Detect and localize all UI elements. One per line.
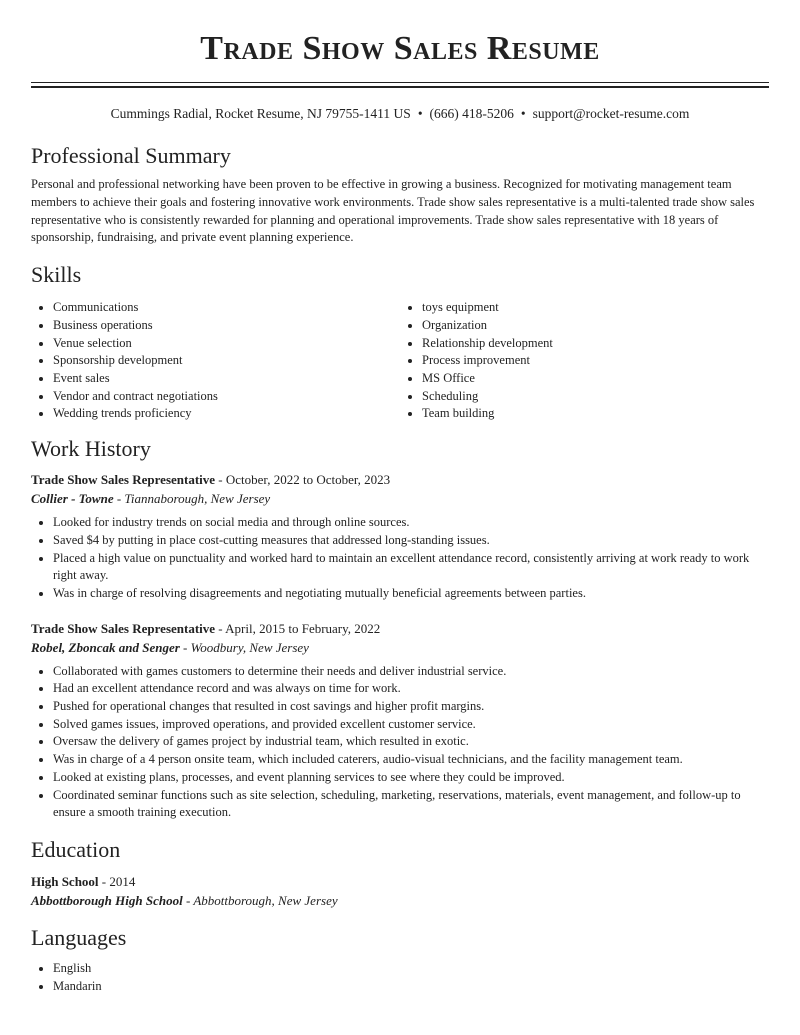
summary-text: Personal and professional networking have been proven to be effective in growing a business. Recognized for motivating management team members to achieve their goals and fostering innovative work environments. Trade show sales representative is a multi-talented trade show sales representative who is consistently rewarded for planning and operational improvements. Trade show sales representative with 18 years of sponsorship, fundraising, and private event planning experience. (31, 177, 755, 245)
job-bullet: • Solved games issues, improved operations, and provided excellent customer service. (53, 716, 769, 734)
language-item: • Mandarin (53, 978, 769, 996)
job-bullet: • Looked for industry trends on social media and through online sources. (53, 514, 769, 532)
job-bullet: • Had an excellent attendance record and was always on time for work. (53, 680, 769, 698)
contact-address: Cummings Radial, Rocket Resume, NJ 79755-1411 US (110, 106, 411, 121)
contact-separator: • (417, 106, 423, 121)
skill-item: • Process improvement (422, 352, 769, 370)
languages-list (31, 960, 769, 995)
skill-item: • Event sales (53, 370, 400, 388)
job-bullet: • Saved $4 by putting in place cost-cutting measures that addressed long-standing issues. (53, 532, 769, 550)
job-title-line (31, 470, 769, 489)
job-bullet: • Collaborated with games customers to determine their needs and deliver industrial service. (53, 663, 769, 681)
resume-content (31, 140, 769, 995)
job-dates: - October, 2022 to October, 2023 (215, 472, 391, 488)
work-history-heading: Work History (31, 436, 151, 462)
job-bullet: • Coordinated seminar functions such as site selection, scheduling, marketing, reservations, materials, event management, and follow-up to ensure a smooth training execution. (53, 787, 769, 822)
contact-email: support@rocket-resume.com (532, 106, 690, 121)
education-year: - 2014 (98, 873, 136, 889)
job-dates: - April, 2015 to February, 2022 (215, 620, 381, 636)
job-company-line (31, 489, 769, 508)
skill-item: • Venue selection (53, 335, 400, 353)
skill-item: • Business operations (53, 317, 400, 335)
education-degree: High School (31, 873, 99, 889)
skills-columns (31, 299, 769, 423)
job-bullets (31, 514, 769, 603)
title-divider-thin (31, 82, 769, 83)
job-company-line (31, 638, 769, 657)
skill-item: • Communications (53, 299, 400, 317)
skill-item: • Wedding trends proficiency (53, 405, 400, 423)
language-item: • English (53, 960, 769, 978)
contact-separator: • (520, 106, 526, 121)
skill-item: • Organization (422, 317, 769, 335)
skill-item: • toys equipment (422, 299, 769, 317)
summary-heading: Professional Summary (31, 143, 231, 168)
skills-left-list (31, 299, 400, 423)
job-bullet: • Was in charge of resolving disagreements and negotiating mutually beneficial agreements between parties. (53, 585, 769, 603)
job-bullets (31, 663, 769, 822)
skills-section (31, 259, 769, 423)
job-bullet: • Placed a high value on punctuality and worked hard to maintain an excellent attendance record, consistently arriving at work ready to work right away. (53, 550, 769, 585)
contact-line (0, 104, 800, 124)
job-bullet: • Pushed for operational changes that resulted in cost savings and higher profit margins. (53, 698, 769, 716)
job-title: Trade Show Sales Representative (31, 472, 216, 488)
work-history-section (31, 433, 769, 822)
job-location: - Woodbury, New Jersey (179, 639, 309, 655)
education-section (31, 834, 769, 910)
skill-item: • Scheduling (422, 388, 769, 406)
job-location: - Tiannaborough, New Jersey (113, 491, 271, 507)
education-entry (31, 872, 769, 910)
education-degree-line (31, 872, 769, 891)
job-company: Robel, Zboncak and Senger (31, 639, 180, 655)
skill-item: • Vendor and contract negotiations (53, 388, 400, 406)
education-location: - Abbottborough, New Jersey (182, 892, 338, 908)
skill-item: • Sponsorship development (53, 352, 400, 370)
languages-section (31, 922, 769, 995)
contact-phone: (666) 418-5206 (429, 106, 514, 121)
job-bullet: • Looked at existing plans, processes, and event planning services to see where they could be improved. (53, 769, 769, 787)
job-bullet: • Oversaw the delivery of games project by industrial team, which resulted in exotic. (53, 733, 769, 751)
skills-right-list (400, 299, 769, 423)
title-divider-thick (31, 86, 769, 88)
education-school: Abbottborough High School (31, 892, 183, 908)
job-bullet: • Was in charge of a 4 person onsite team, which included caterers, audio-visual technicians, and the facility management team. (53, 751, 769, 769)
skill-item: • Team building (422, 405, 769, 423)
education-school-line (31, 891, 769, 910)
resume-title: Trade Show Sales Resume (200, 30, 600, 67)
education-heading: Education (31, 836, 121, 862)
skill-item: • Relationship development (422, 335, 769, 353)
job-company: Collier - Towne (31, 491, 114, 507)
summary-section (31, 140, 769, 247)
job-entry (31, 470, 769, 603)
job-entry (31, 619, 769, 822)
languages-heading: Languages (31, 924, 127, 950)
skills-heading: Skills (31, 262, 82, 288)
job-title-line (31, 619, 769, 638)
job-title: Trade Show Sales Representative (31, 620, 216, 636)
skill-item: • MS Office (422, 370, 769, 388)
